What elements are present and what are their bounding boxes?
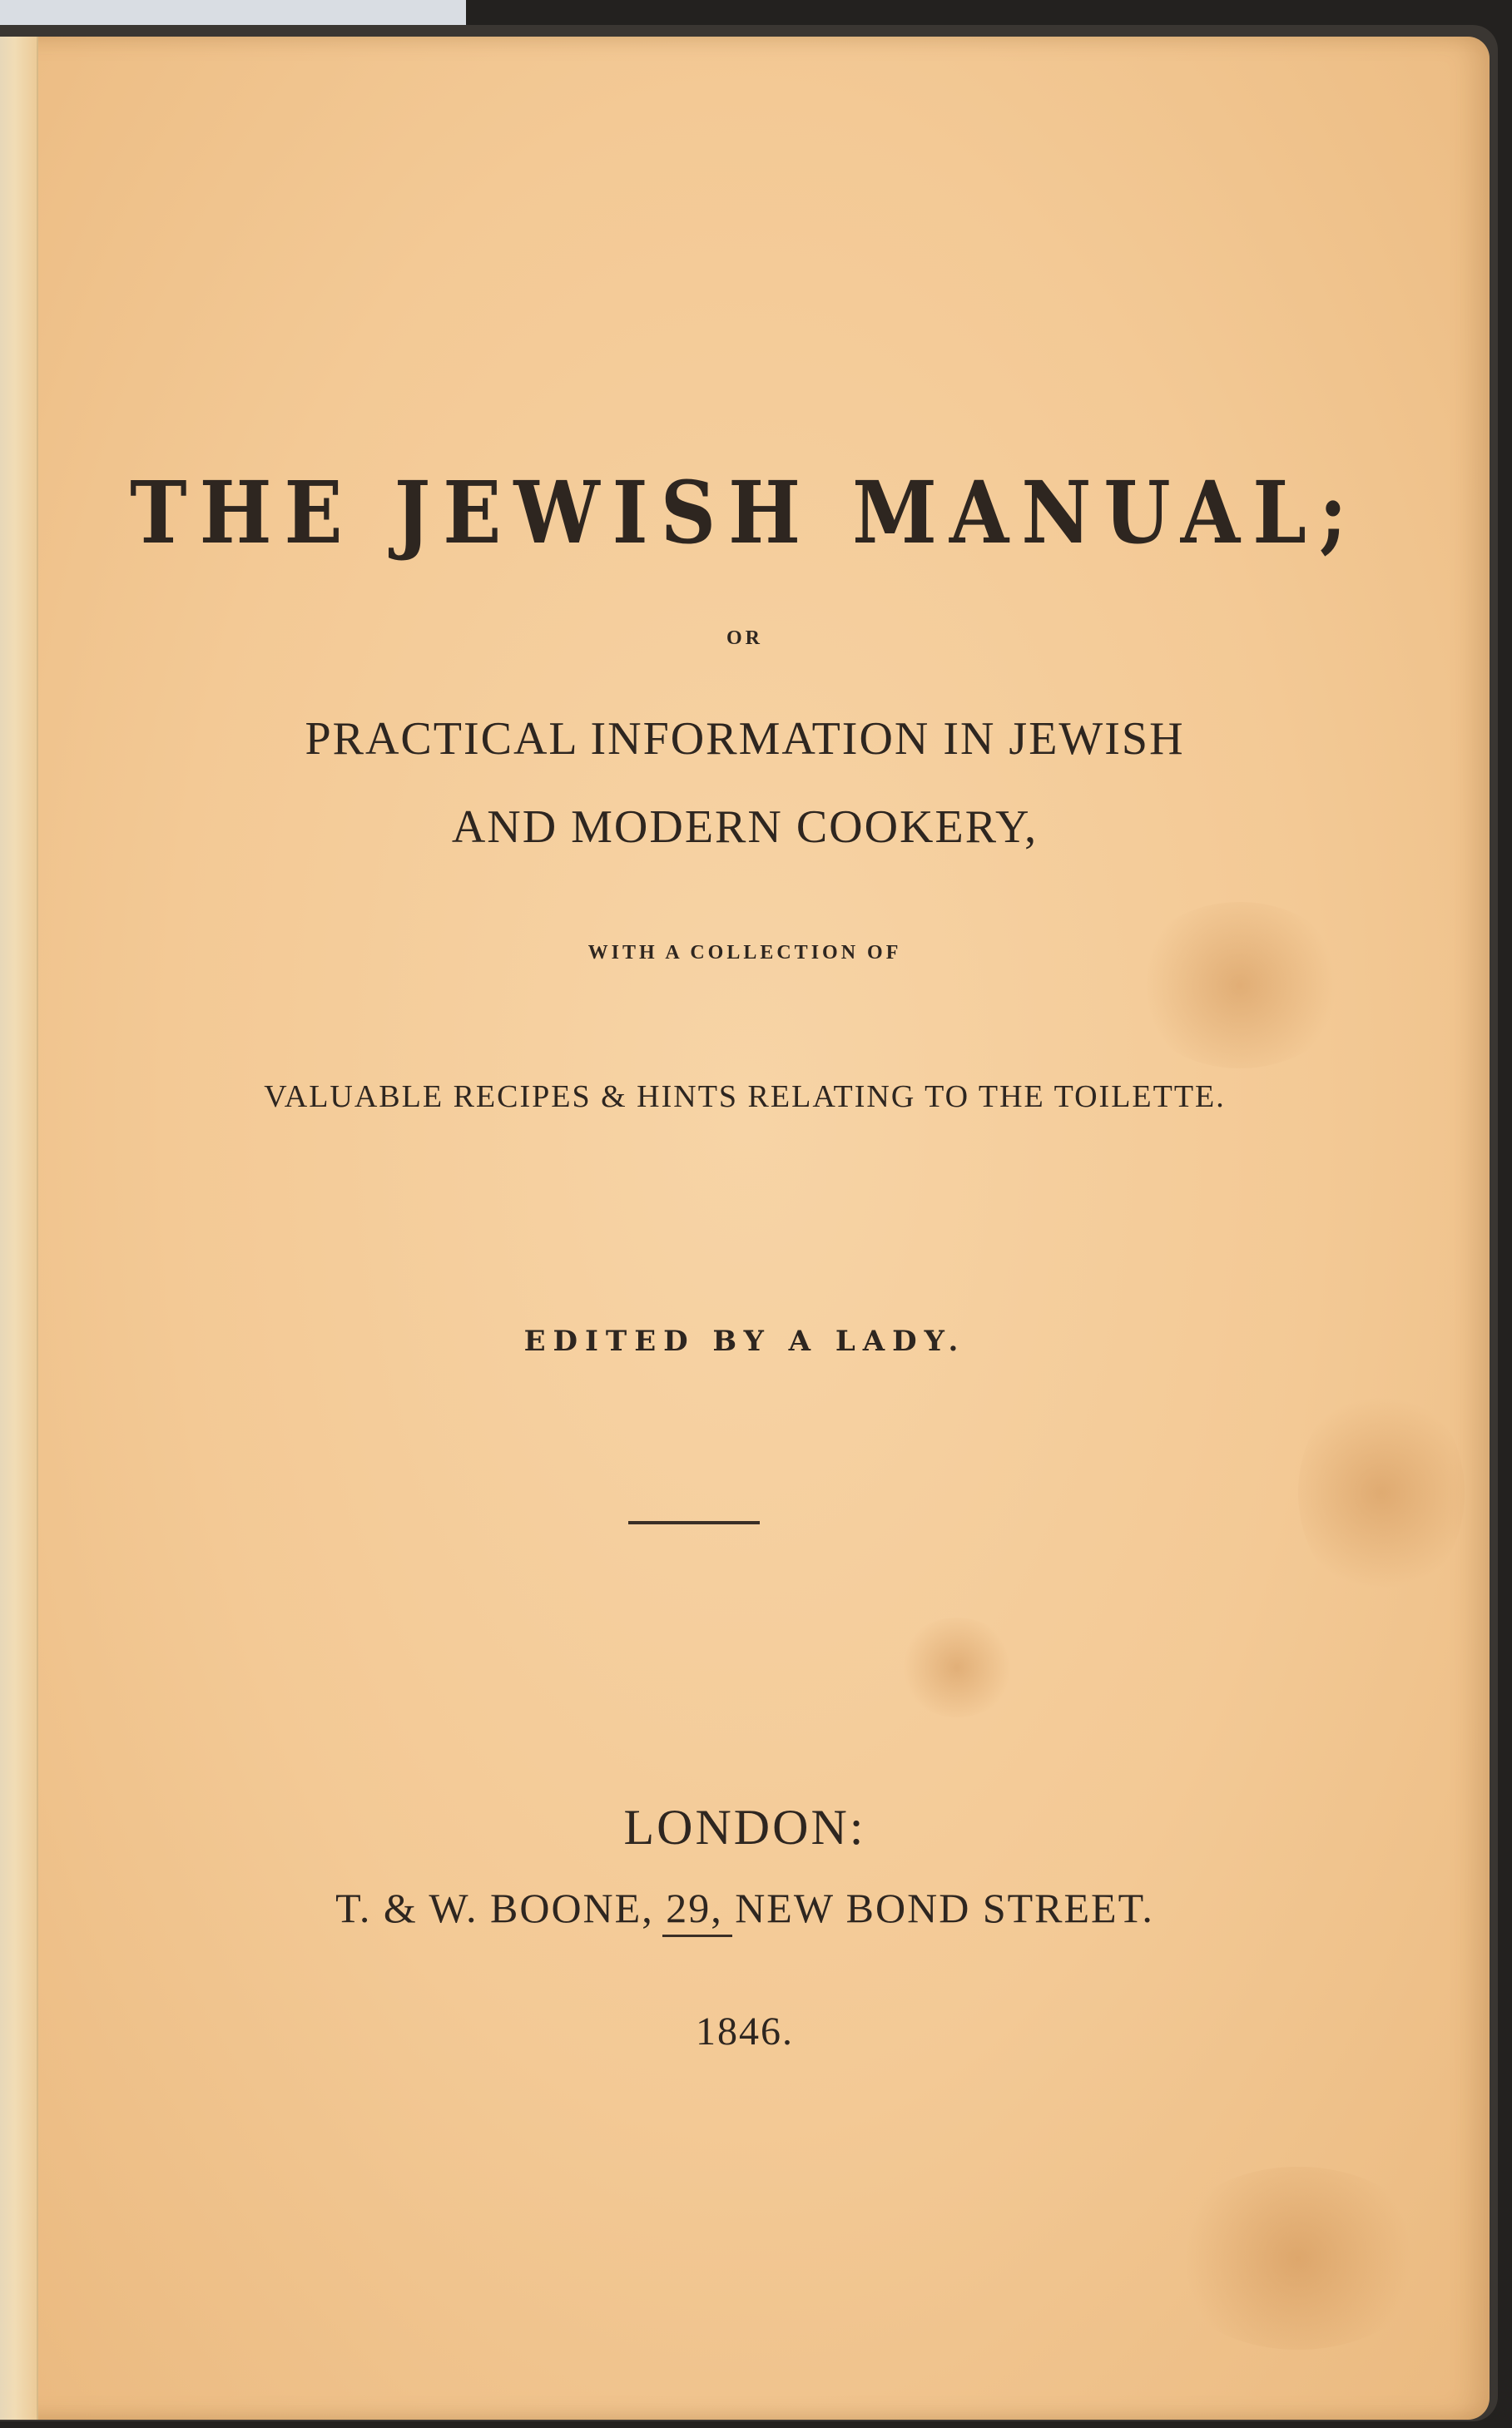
title-page	[0, 37, 1490, 2420]
imprint-year: 1846.	[696, 2009, 794, 2054]
title-connector: OR	[726, 627, 763, 649]
foxing-stain	[1298, 1385, 1465, 1601]
book-title: THE JEWISH MANUAL;	[130, 462, 1360, 563]
divider-rule	[628, 1521, 760, 1524]
foxing-stain	[899, 1618, 1015, 1717]
recipes-line: VALUABLE RECIPES & HINTS RELATING TO THE TOILETTE.	[264, 1079, 1226, 1114]
collection-line: WITH A COLLECTION OF	[587, 942, 902, 964]
page-gutter	[0, 37, 38, 2420]
editor-credit: EDITED BY A LADY.	[523, 1325, 966, 1358]
foxing-stain	[1165, 2167, 1431, 2350]
subtitle-line-1: PRACTICAL INFORMATION IN JEWISH	[305, 713, 1185, 765]
foxing-stain	[1132, 902, 1348, 1068]
subtitle-line-2: AND MODERN COOKERY,	[451, 801, 1039, 853]
imprint-publisher: T. & W. BOONE, 29, NEW BOND STREET.	[335, 1885, 1154, 1931]
imprint-city: LONDON:	[623, 1800, 866, 1855]
short-divider-rule	[662, 1935, 732, 1937]
